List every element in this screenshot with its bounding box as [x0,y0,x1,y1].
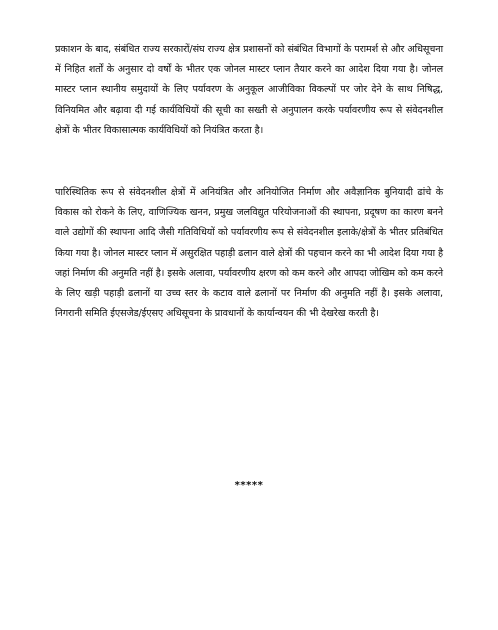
section-separator: ***** [234,480,264,491]
paragraph-eco-sensitive-restrictions: पारिस्थितिक रूप से संवेदनशील क्षेत्रों में अनियंत्रित और अनियोजित निर्माण और अवैज्ञानिक बुनियादी ढांचे के विकास को रोकने के लिए, वाणिज्यिक खनन, प्रमुख जलविद्युत परियोजनाओं की स्थापना, प्रदूषण का कारण बनने वाले उद्योगों की स्थापना आदि जैसी गतिविधियों को पर्यावरणीय रूप से संवेदनशील इलाके/क्षेत्रों के भीतर प्रतिबंधित किया गया है। जोनल मास्टर प्लान में असुरक्षित पहाड़ी ढलान वाले क्षेत्रों की पहचान करने का भी आदेश दिया गया है जहां निर्माण की अनुमति नहीं है। इसके अलावा, पर्यावरणीय क्षरण को कम करने और आपदा जोखिम को कम करने के लिए खड़ी पहाड़ी ढलानों या उच्च स्तर के कटाव वाले ढलानों पर निर्माण की अनुमति नहीं है। इसके अलावा, निगरानी समिति ईएसजेड/ईएसए अधिसूचना के प्रावधानों के कार्यान्वयन की भी देखरेख करती है। [55,187,443,320]
paragraph-zonal-master-plan: प्रकाशन के बाद, संबंधित राज्य सरकारों/संघ राज्य क्षेत्र प्रशासनों को संबंधित विभागों के परामर्श से और अधिसूचना में निहित शर्तों के अनुसार दो वर्षों के भीतर एक जोनल मास्टर प्लान तैयार करने का आदेश दिया गया है। जोनल मास्टर प्लान स्थानीय समुदायों के लिए पर्यावरण के अनुकूल आजीविका विकल्पों पर जोर देने के साथ निषिद्ध, विनियमित और बढ़ावा दी गई कार्यविधियों की सूची का सख्ती से अनुपालन करके पर्यावरणीय रूप से संवेदनशील क्षेत्रों के भीतर विकासात्मक कार्यविधियों को नियंत्रित करता है। [55,44,443,136]
